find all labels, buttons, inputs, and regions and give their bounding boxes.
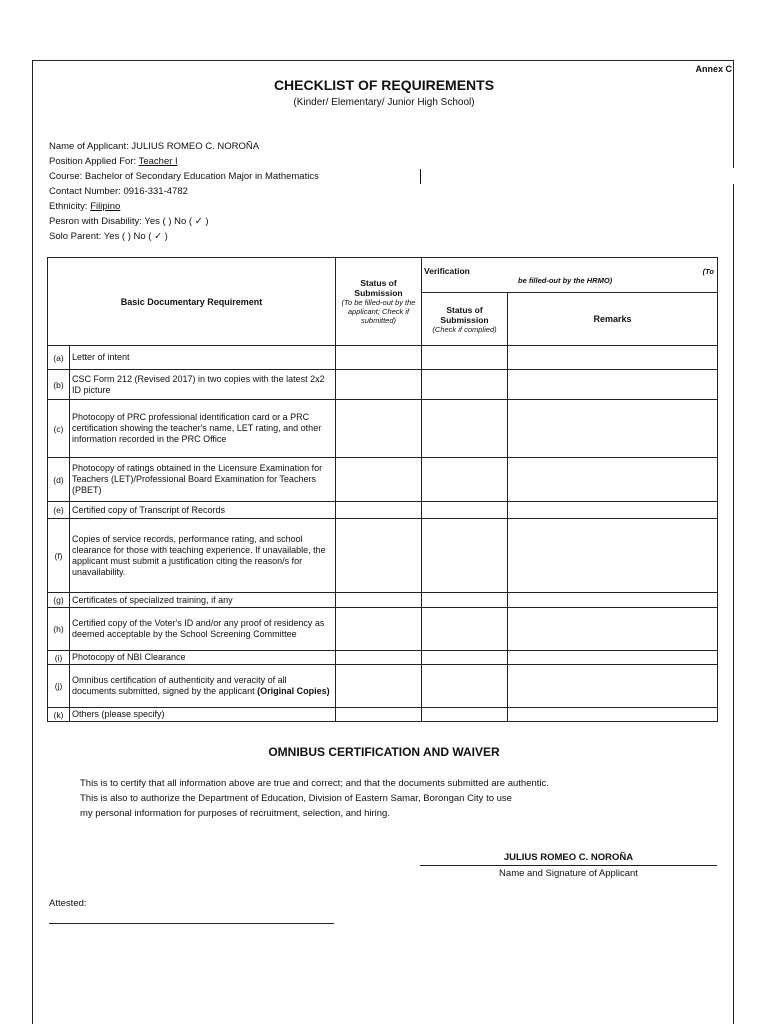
certification-line-3: my personal information for purposes of recruitment, selection, and hiring.: [80, 808, 390, 819]
status-note: (To be filled-out by the applicant; Check if submitted): [341, 298, 416, 325]
remarks-cell[interactable]: [508, 346, 718, 370]
remarks-cell[interactable]: [508, 651, 718, 665]
verification-to: (To: [702, 267, 715, 276]
document-subtitle: (Kinder/ Elementary/ Junior High School): [293, 97, 475, 108]
page-border-left: [32, 60, 33, 1024]
remarks-cell[interactable]: [508, 370, 718, 400]
ethnicity-value: Filipino: [90, 201, 121, 212]
contact-number: Contact Number: 0916-331-4782: [49, 186, 188, 197]
table-row: [48, 400, 718, 458]
signature-name: JULIUS ROMEO C. NOROÑA: [503, 852, 634, 863]
ethnicity: [49, 199, 120, 214]
row-text: [70, 665, 336, 708]
position-label: Position Applied For:: [49, 156, 139, 167]
header-requirement: Basic Documentary Requirement: [48, 258, 336, 346]
table-row: [48, 708, 718, 722]
attested-label: Attested:: [49, 898, 87, 909]
verification-note: be filled-out by the HRMO): [518, 276, 613, 285]
signature-caption: Name and Signature of Applicant: [499, 868, 638, 879]
row-label: (c): [48, 400, 70, 458]
verif-status-cell[interactable]: [422, 608, 508, 651]
verif-status-cell[interactable]: [422, 665, 508, 708]
solo-parent-status: Solo Parent: Yes ( ) No ( ✓ ): [49, 231, 168, 242]
remarks-cell[interactable]: [508, 458, 718, 502]
header-verif-status: [422, 293, 508, 346]
verif-status-cell[interactable]: [422, 519, 508, 593]
verif-status-cell[interactable]: [422, 370, 508, 400]
row-text: Copies of service records, performance rating, and school clearance for those with teaching experience. If unavailable, the applicant must submit a justification citing the reason/s for unavailability.: [70, 519, 336, 593]
status-cell[interactable]: [336, 458, 422, 502]
verif-status-cell[interactable]: [422, 708, 508, 722]
verif-status-cell[interactable]: [422, 400, 508, 458]
row-text: Photocopy of PRC professional identification card or a PRC certification showing the teacher's name, LET rating, and other information recorded in the PRC Office: [70, 400, 336, 458]
status-title: Status of Submission: [354, 278, 403, 298]
verif-status-cell[interactable]: [422, 651, 508, 665]
status-cell[interactable]: [336, 370, 422, 400]
status-cell[interactable]: [336, 593, 422, 608]
header-status-applicant: [336, 258, 422, 346]
table-row: [48, 346, 718, 370]
status-cell[interactable]: [336, 502, 422, 519]
table-row: [48, 593, 718, 608]
verif-status-cell[interactable]: [422, 346, 508, 370]
status-cell[interactable]: [336, 665, 422, 708]
applicant-name: Name of Applicant: JULIUS ROMEO C. NOROÑA: [49, 141, 260, 152]
row-text-main: Omnibus certification of authenticity and veracity of all documents submitted, signed by the applicant: [72, 675, 287, 696]
status-cell[interactable]: [336, 519, 422, 593]
verif-status-note: (Check if complied): [432, 324, 497, 334]
table-row: [48, 608, 718, 651]
remarks-cell[interactable]: [508, 593, 718, 608]
verification-title: Verification: [424, 266, 470, 276]
header-verification: [422, 258, 718, 293]
document-title: CHECKLIST OF REQUIREMENTS: [273, 77, 495, 93]
row-text: CSC Form 212 (Revised 2017) in two copies with the latest 2x2 ID picture: [70, 370, 336, 400]
page-border-top: [32, 60, 734, 61]
row-label: (a): [48, 346, 70, 370]
row-text: Certified copy of Transcript of Records: [70, 502, 336, 519]
row-text: Photocopy of ratings obtained in the Licensure Examination for Teachers (LET)/Professional Board Examination for Teachers (PBET): [70, 458, 336, 502]
row-label: (b): [48, 370, 70, 400]
row-text: Letter of intent: [70, 346, 336, 370]
attested-line: [49, 923, 334, 924]
position-value: Teacher I: [138, 156, 178, 167]
remarks-cell[interactable]: [508, 400, 718, 458]
row-label: (i): [48, 651, 70, 665]
remarks-cell[interactable]: [508, 608, 718, 651]
verif-status-cell[interactable]: [422, 593, 508, 608]
row-text: Certified copy of the Voter's ID and/or any proof of residency as deemed acceptable by the School Screening Committee: [70, 608, 336, 651]
status-cell[interactable]: [336, 651, 422, 665]
row-label: (h): [48, 608, 70, 651]
table-row: [48, 458, 718, 502]
table-row: [48, 665, 718, 708]
disability-status: Pesron with Disability: Yes ( ) No ( ✓ ): [49, 216, 209, 227]
status-cell[interactable]: [336, 608, 422, 651]
certification-line-2: This is also to authorize the Department of Education, Division of Eastern Samar, Borongan City to use: [80, 793, 512, 804]
remarks-cell[interactable]: [508, 519, 718, 593]
annex-label: Annex C: [695, 64, 732, 74]
position-applied: [49, 154, 178, 169]
page-border-right-lower: [733, 184, 734, 1024]
remarks-cell[interactable]: [508, 502, 718, 519]
row-label: (g): [48, 593, 70, 608]
status-cell[interactable]: [336, 346, 422, 370]
course: Course: Bachelor of Secondary Education Major in Mathematics: [49, 171, 319, 182]
text-cursor: [420, 169, 421, 184]
omnibus-title: OMNIBUS CERTIFICATION AND WAIVER: [268, 745, 500, 759]
status-cell[interactable]: [336, 708, 422, 722]
certification-line-1: This is to certify that all information above are true and correct; and that the documents submitted are authentic.: [80, 778, 549, 789]
remarks-cell[interactable]: [508, 708, 718, 722]
row-label: (f): [48, 519, 70, 593]
row-text: Others (please specify): [70, 708, 336, 722]
table-row: [48, 519, 718, 593]
table-row: [48, 651, 718, 665]
requirements-table: [47, 257, 718, 722]
row-label: (d): [48, 458, 70, 502]
remarks-cell[interactable]: [508, 665, 718, 708]
verif-status-title: Status of Submission: [440, 304, 489, 325]
table-row: [48, 502, 718, 519]
status-cell[interactable]: [336, 400, 422, 458]
row-text: Photocopy of NBI Clearance: [70, 651, 336, 665]
row-label: (j): [48, 665, 70, 708]
table-row: [48, 370, 718, 400]
signature-line: [420, 865, 717, 866]
row-label: (k): [48, 708, 70, 722]
row-text-bold: (Original Copies): [257, 686, 330, 696]
verif-status-cell[interactable]: [422, 458, 508, 502]
verif-status-cell[interactable]: [422, 502, 508, 519]
header-remarks: Remarks: [508, 293, 718, 346]
row-label: (e): [48, 502, 70, 519]
ethnicity-label: Ethnicity:: [49, 201, 91, 212]
row-text: Certificates of specialized training, if any: [70, 593, 336, 608]
